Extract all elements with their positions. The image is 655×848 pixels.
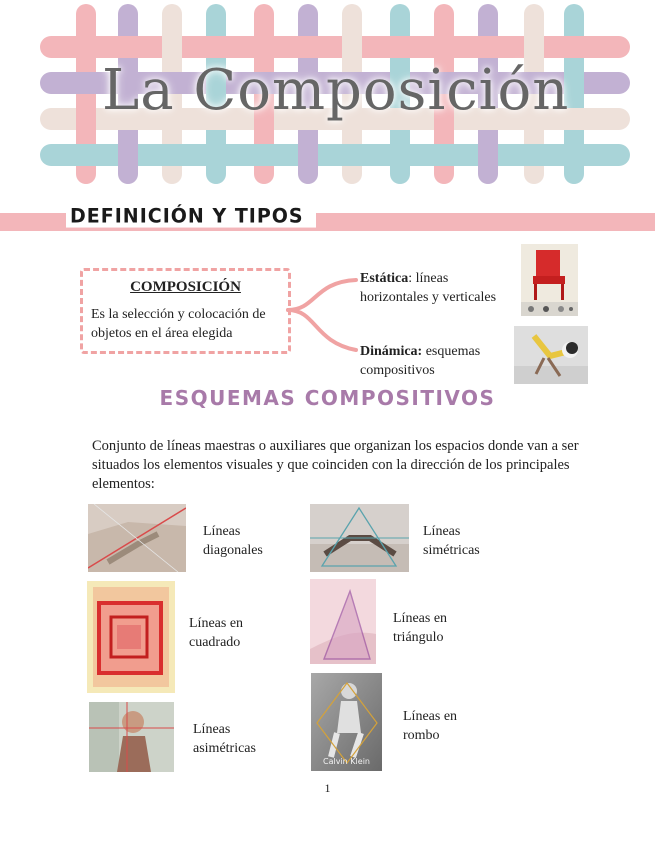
definition-title: COMPOSICIÓN (130, 279, 241, 295)
static-text: : líneas horizontales y verticales (360, 271, 497, 305)
label-square-line2: cuadrado (189, 635, 241, 650)
static-description (360, 269, 515, 307)
label-symmetric-line2: simétricas (423, 543, 480, 558)
label-asymmetric (193, 720, 256, 758)
label-asymmetric-line1: Líneas (193, 722, 231, 737)
page-title: La Composición (102, 58, 570, 123)
label-diagonal-line1: Líneas (203, 524, 241, 539)
label-triangle-line2: triángulo (393, 630, 444, 645)
definition-text: Es la selección y colocación de objetos en el área elegida (91, 307, 266, 341)
label-diagonal (203, 522, 263, 560)
label-rhombus (403, 707, 457, 745)
dynamic-text: esquemas compositivos (360, 344, 481, 378)
static-label: Estática (360, 271, 409, 286)
square-scheme-image (87, 581, 175, 693)
label-symmetric (423, 522, 480, 560)
calvin-klein-text: Calvin Klein (323, 757, 370, 766)
page-number: 1 (324, 781, 331, 795)
dynamic-label: Dinámica: (360, 344, 423, 359)
dynamic-pose-photo (514, 326, 588, 384)
symmetric-scheme-image (310, 504, 409, 572)
rhombus-scheme-image (311, 673, 382, 771)
section-title-schemes: ESQUEMAS COMPOSITIVOS (159, 386, 496, 410)
chair-photo (521, 244, 578, 316)
label-asymmetric-line2: asimétricas (193, 741, 256, 756)
label-symmetric-line1: Líneas (423, 524, 461, 539)
asymmetric-scheme-image (89, 702, 174, 772)
label-rhombus-line2: rombo (403, 728, 440, 743)
schemes-intro-text: Conjunto de líneas maestras o auxiliares que organizan los espacios donde van a ser situados los elementos visuales y que coinciden con la dirección de los principales elementos: (92, 438, 579, 492)
label-triangle (393, 609, 447, 647)
triangle-scheme-image (310, 579, 376, 664)
label-rhombus-line1: Líneas en (403, 709, 458, 724)
dynamic-description (360, 342, 510, 380)
label-square (189, 614, 243, 652)
definition-box (80, 268, 291, 354)
branch-connector (286, 270, 360, 360)
label-diagonal-line2: diagonales (203, 543, 263, 558)
label-square-line1: Líneas en (189, 616, 244, 631)
diagonal-scheme-image (88, 504, 186, 572)
section-title-definition: DEFINICIÓN Y TIPOS (66, 204, 316, 227)
label-triangle-line1: Líneas en (393, 611, 448, 626)
